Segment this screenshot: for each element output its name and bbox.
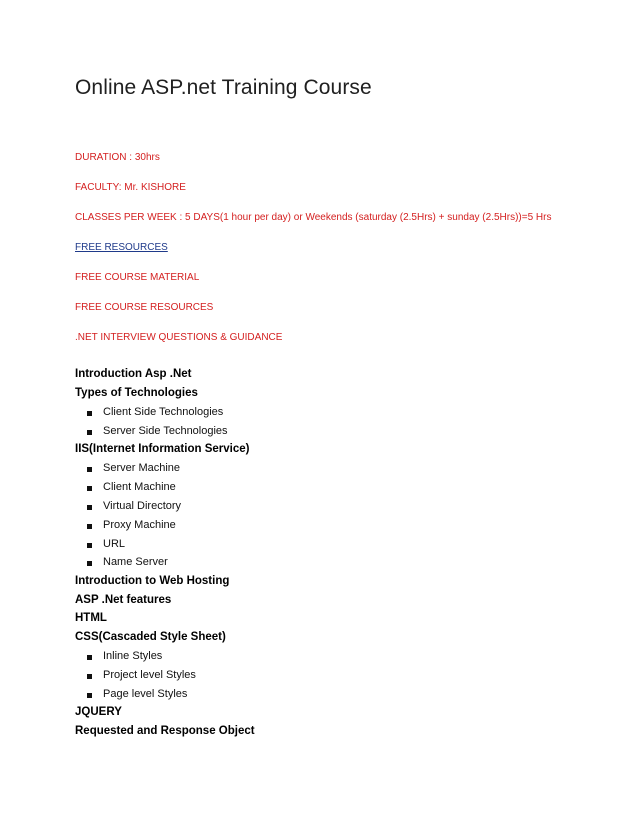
free-course-material-text: FREE COURSE MATERIAL — [75, 272, 200, 283]
bullet-icon — [87, 505, 92, 510]
bullet-icon — [87, 543, 92, 548]
bullet-icon — [87, 486, 92, 491]
bullet-icon — [87, 674, 92, 679]
duration-text: DURATION : 30hrs — [75, 152, 160, 163]
heading-features: ASP .Net features — [75, 594, 172, 606]
bullet-icon — [87, 467, 92, 472]
heading-types: Types of Technologies — [75, 387, 198, 399]
bullet-icon — [87, 693, 92, 698]
heading-css: CSS(Cascaded Style Sheet) — [75, 631, 226, 643]
bullet-icon — [87, 655, 92, 660]
bullet-icon — [87, 411, 92, 416]
heading-iis: IIS(Internet Information Service) — [75, 443, 250, 455]
interview-questions-text: .NET INTERVIEW QUESTIONS & GUIDANCE — [75, 332, 283, 343]
heading-hosting: Introduction to Web Hosting — [75, 575, 230, 587]
document-page: Online ASP.net Training Course DURATION : 30hrs FACULTY: Mr. KISHORE CLASSES PER WEEK : 5 DAYS(1 hour per day) or Weekends (saturday (2.5Hrs) + sunday (2.5Hrs))=5 Hrs FREE RESOURCES FREE COURSE MATERIAL FREE COURSE RESOURCES .NET INTERVIEW QUESTIONS & GUIDANCE Introduction Asp .Net Types of Technologies Client Side Technologies Server Side Technologies IIS(Internet Information Service) Server Machine Client Machine Virtual Directory Proxy Machine URL Name Server Introduction to Web Hosting ASP .Net features HTML CSS(Cascaded Style Sheet) Inline Styles Project level Styles Page level Styles JQUERY Requested and Response Object — [75, 76, 552, 737]
classes-text: CLASSES PER WEEK : 5 DAYS(1 hour per day) or Weekends (saturday (2.5Hrs) + sunday (2.5Hrs))=5 Hrs — [75, 212, 552, 223]
free-resources-link[interactable]: FREE RESOURCES — [75, 242, 168, 253]
faculty-text: FACULTY: Mr. KISHORE — [75, 182, 186, 193]
bullet-icon — [87, 524, 92, 529]
bullet-icon — [87, 430, 92, 435]
heading-request-response: Requested and Response Object — [75, 725, 255, 737]
free-course-resources-text: FREE COURSE RESOURCES — [75, 302, 214, 313]
bullet-icon — [87, 561, 92, 566]
heading-intro: Introduction Asp .Net — [75, 368, 192, 380]
page-title: Online ASP.net Training Course — [75, 76, 372, 99]
heading-jquery: JQUERY — [75, 706, 122, 718]
heading-html: HTML — [75, 612, 107, 624]
